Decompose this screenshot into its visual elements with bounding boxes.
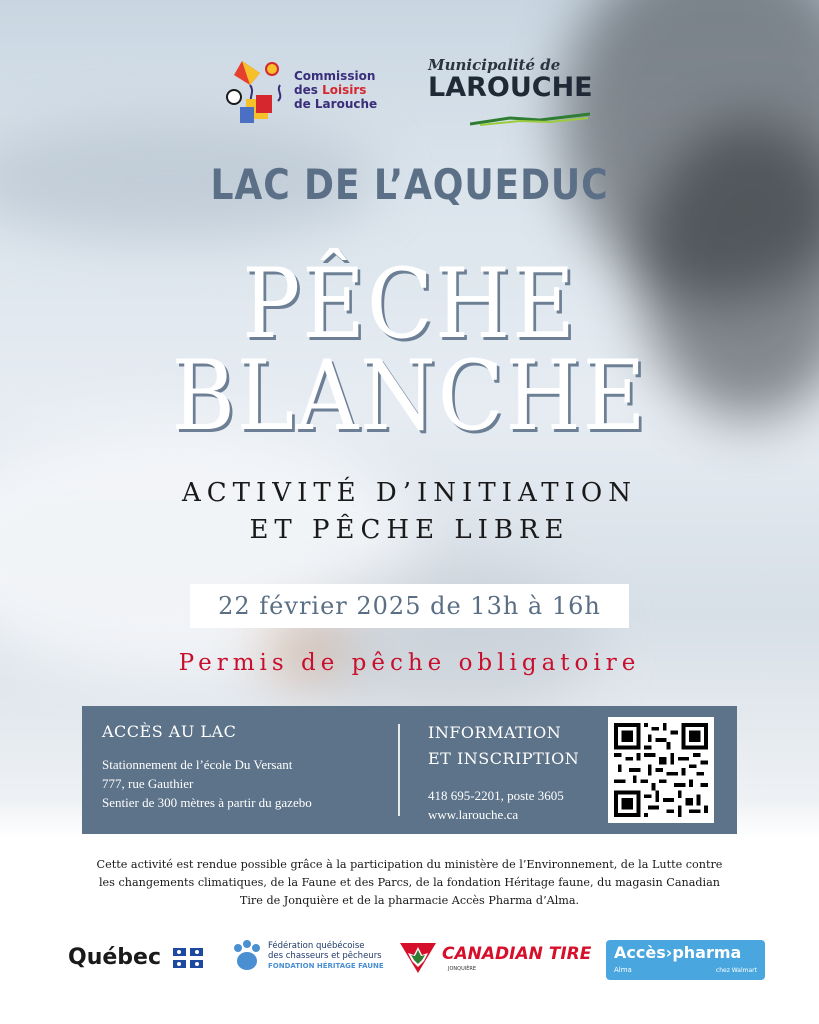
info-heading-1: INFORMATION bbox=[428, 723, 562, 742]
swoosh-icon bbox=[470, 112, 590, 126]
event-date: 22 février 2025 de 13h à 16h bbox=[190, 584, 629, 628]
quebec-logo bbox=[68, 945, 203, 970]
access-line-3: Sentier de 300 mètres à partir du gazebo bbox=[102, 795, 312, 810]
permit-notice: Permis de pêche obligatoire bbox=[178, 650, 641, 676]
title-line-1: PÊCHE bbox=[242, 248, 577, 360]
canadian-tire-text: CANADIAN TIRE bbox=[442, 944, 592, 964]
access-line-1: Stationnement de l’école Du Versant bbox=[102, 757, 293, 772]
title-line-2: BLANCHE bbox=[171, 340, 648, 452]
subtitle-line-2: ET PÊCHE LIBRE bbox=[249, 515, 570, 545]
municipalite-script-text: Municipalité de bbox=[428, 56, 561, 74]
commission-loisirs-text: Loisirs bbox=[322, 83, 367, 97]
quebec-flag-icon bbox=[173, 948, 203, 968]
info-heading-2: ET INSCRIPTION bbox=[428, 749, 580, 768]
quebec-text: Québec bbox=[68, 945, 161, 970]
info-panel bbox=[82, 706, 737, 834]
acces-pharma-text: Accès›pharma bbox=[614, 943, 742, 962]
sponsor-note: Cette activité est rendue possible grâce à la participation du ministère de l’Environnement, de la Lutte contre les changements climatiques, de la Faune et des Parcs, de la fondation Héritage faune, du magasin Canadian Tire de Jonquière et de la pharmacie Accès Pharma d’Alma. bbox=[96, 858, 723, 907]
qr-code[interactable] bbox=[608, 717, 714, 823]
commission-loisirs-logo bbox=[220, 55, 385, 130]
municipalite-name-text: LAROUCHE bbox=[428, 72, 593, 103]
acces-pharma-sub: chez Walmart bbox=[715, 967, 757, 974]
federation-line-3: FONDATION HÉRITAGE FAUNE bbox=[268, 962, 384, 970]
commission-text: Commission bbox=[294, 69, 376, 83]
paw-icon bbox=[232, 939, 262, 973]
canadian-tire-sub: JONQUIÈRE bbox=[448, 966, 477, 972]
sponsor-logos bbox=[0, 935, 819, 985]
commission-des-text: des bbox=[294, 83, 323, 97]
info-section bbox=[428, 720, 579, 824]
federation-line-2: des chasseurs et pêcheurs bbox=[268, 951, 382, 961]
municipalite-larouche-logo bbox=[428, 56, 598, 128]
lake-name: LAC DE L’AQUEDUC bbox=[210, 160, 609, 209]
federation-line-1: Fédération québécoise bbox=[268, 941, 365, 951]
commission-larouche-text: de Larouche bbox=[294, 97, 378, 111]
kite-icon bbox=[220, 55, 290, 130]
access-heading: ACCÈS AU LAC bbox=[102, 722, 237, 741]
subtitle-line-1: ACTIVITÉ D’INITIATION bbox=[182, 478, 637, 508]
maple-leaf-triangle-icon bbox=[398, 941, 438, 975]
divider bbox=[398, 724, 400, 816]
qr-code-icon bbox=[614, 723, 708, 817]
access-line-2: 777, rue Gauthier bbox=[102, 776, 194, 791]
info-website[interactable]: www.larouche.ca bbox=[428, 807, 519, 822]
canadian-tire-logo bbox=[398, 941, 592, 980]
acces-pharma-city: Alma bbox=[614, 966, 632, 974]
access-section bbox=[102, 722, 312, 812]
info-phone: 418 695-2201, poste 3605 bbox=[428, 788, 564, 803]
acces-pharma-logo bbox=[606, 940, 765, 980]
